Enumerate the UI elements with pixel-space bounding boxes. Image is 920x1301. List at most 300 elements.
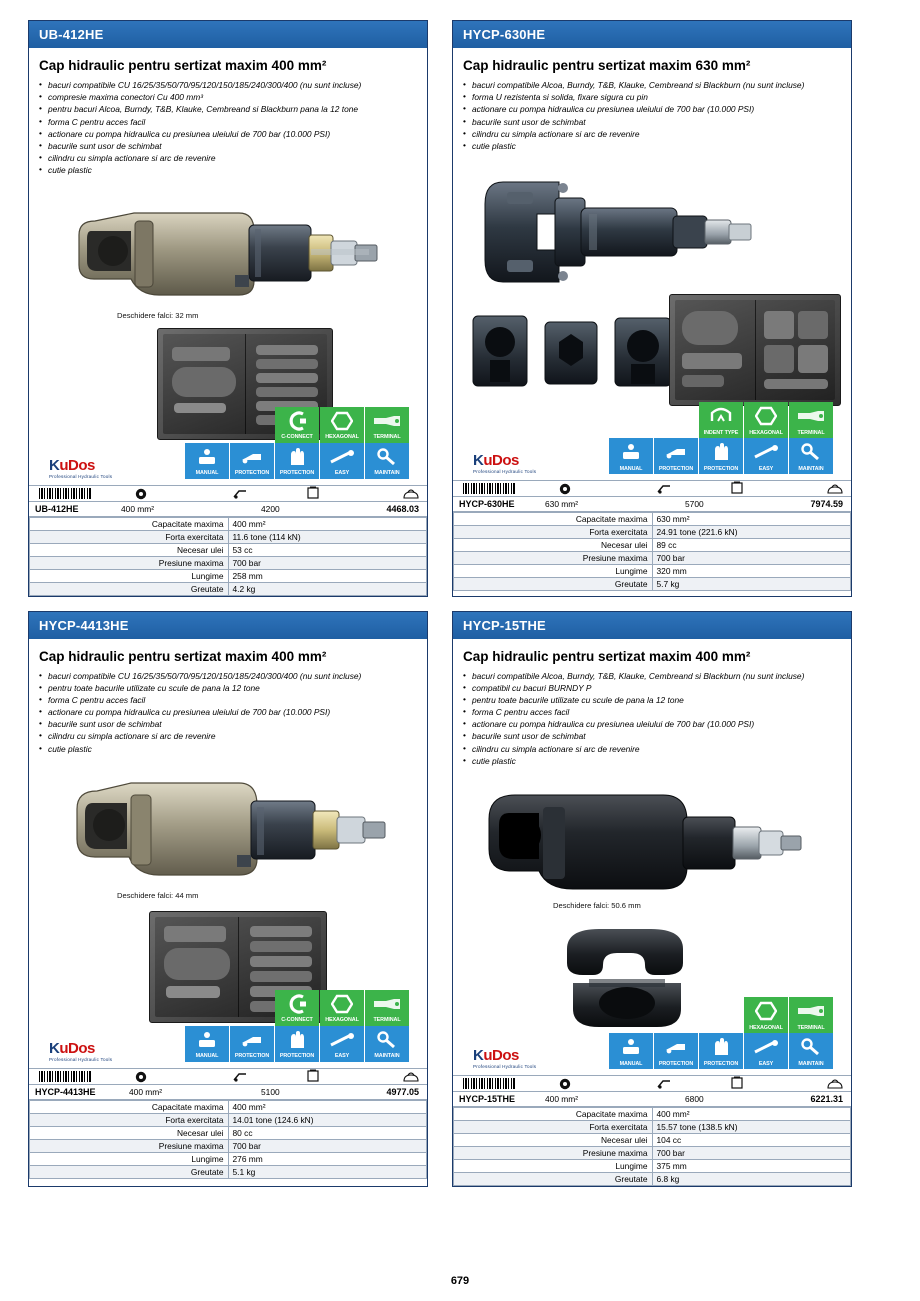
badge-maintain (365, 443, 409, 479)
list-item: • actionare cu pompa hidraulica cu presiunea uleiului de 700 bar (10.000 PSI) (463, 718, 841, 730)
spec-value: 700 bar (652, 552, 851, 565)
spec-label: Lungime (454, 1160, 653, 1173)
badge-hexagonal (320, 990, 364, 1026)
logo-rest: uDos (59, 456, 95, 474)
spec-value: 276 mm (228, 1152, 427, 1165)
product-body (453, 48, 851, 478)
table-row (454, 513, 851, 526)
list-item: • pentru bacuri Alcoa, Burndy, T&B, Klauke, Cembreand si Blackburn pana la 12 tone (39, 103, 417, 115)
badge-maintain (789, 438, 833, 474)
feature-badges (184, 407, 409, 479)
table-row (454, 552, 851, 565)
badge-label: C-CONNECT (281, 434, 313, 441)
spec-value: 53 cc (228, 543, 427, 556)
badge-label: HEXAGONAL (749, 1024, 783, 1031)
terminal-icon (789, 997, 833, 1026)
spec-table (29, 517, 427, 596)
badge-label: PROTECTION (658, 1060, 694, 1067)
order-code: UB-412HE (35, 503, 79, 514)
glove-icon (699, 438, 743, 467)
product-code-header: UB-412HE (29, 21, 427, 48)
badge-indent-type (699, 402, 743, 438)
table-row (454, 1108, 851, 1121)
box-icon (731, 481, 743, 499)
spec-label: Forta exercitata (30, 1113, 229, 1126)
badge-label: MAINTAIN (374, 470, 400, 477)
glove-icon (275, 443, 319, 472)
table-row (30, 1126, 427, 1139)
order-row (453, 480, 851, 497)
list-item: • bacurile sunt usor de schimbat (463, 116, 841, 128)
spec-label: Capacitate maxima (454, 513, 653, 526)
spec-value: 89 cc (652, 539, 851, 552)
product-code-header: HYCP-15THE (453, 612, 851, 639)
jaw-icon (657, 482, 671, 500)
table-row (454, 1147, 851, 1160)
product-image-area (463, 773, 841, 1073)
product-code-header: HYCP-4413HE (29, 612, 427, 639)
list-item: • cilindru cu simpla actionare si arc de revenire (39, 152, 417, 164)
spec-value: 400 mm² (652, 1108, 851, 1121)
weight-icon (825, 1077, 845, 1095)
spec-label: Presiune maxima (30, 1139, 229, 1152)
spec-value: 5.1 kg (228, 1165, 427, 1178)
kudos-logo (473, 453, 547, 474)
table-row (454, 1121, 851, 1134)
order-values (453, 497, 851, 512)
badge-easy (744, 438, 788, 474)
spec-label: Greutate (454, 578, 653, 591)
badge-easy (744, 1033, 788, 1069)
easy-icon (744, 1033, 788, 1062)
logo-rest: uDos (483, 1047, 519, 1064)
order-code: HYCP-630HE (459, 499, 515, 510)
spec-label: Greutate (454, 1173, 653, 1186)
badge-label: HEXAGONAL (749, 429, 783, 436)
table-row (30, 1139, 427, 1152)
order-values (29, 502, 427, 517)
badge-manual (185, 1026, 229, 1062)
order-price: 6221.31 (810, 1094, 843, 1104)
table-row (30, 582, 427, 595)
badge-manual (609, 438, 653, 474)
spec-table (453, 1107, 851, 1186)
table-row (30, 1100, 427, 1113)
badge-row-blue (184, 1026, 409, 1062)
hexagon-icon (744, 997, 788, 1026)
badge-manual (609, 1033, 653, 1069)
wrench-icon (365, 1026, 409, 1055)
badge-row-blue (608, 1033, 833, 1069)
glove-icon (275, 1026, 319, 1055)
protection-icon (654, 438, 698, 467)
badge-hexagonal (320, 407, 364, 443)
protection-icon (654, 1033, 698, 1062)
wrench-icon (365, 443, 409, 472)
page-number: 679 (450, 1275, 470, 1287)
badge-manual (185, 443, 229, 479)
order-values (453, 1092, 851, 1107)
barcode-icon (463, 1078, 515, 1089)
badge-protection-1 (230, 1026, 274, 1062)
badge-label: TERMINAL (797, 1024, 825, 1031)
feature-list (463, 79, 841, 152)
badge-hexagonal (744, 402, 788, 438)
badge-label: PROTECTION (279, 470, 315, 477)
weight-icon (401, 1070, 421, 1088)
badge-hexagonal (744, 997, 788, 1033)
wrench-icon (789, 1033, 833, 1062)
spec-value: 80 cc (228, 1126, 427, 1139)
spec-table (453, 512, 851, 591)
weight-icon (825, 482, 845, 500)
spec-label: Necesar ulei (30, 1126, 229, 1139)
box-icon (731, 1076, 743, 1094)
badge-label: EASY (758, 465, 774, 472)
list-item: • cilindru cu simpla actionare si arc de revenire (463, 743, 841, 755)
order-values (29, 1085, 427, 1100)
logo-k: K (49, 456, 60, 474)
order-row (29, 485, 427, 502)
indent-type-icon (699, 402, 743, 431)
logo-subtitle: Professional Hydraulic Tools (49, 473, 113, 479)
list-item: • cilindru cu simpla actionare si arc de revenire (463, 128, 841, 140)
badge-label: PROTECTION (658, 465, 694, 472)
list-item: • cutie plastic (463, 140, 841, 152)
badge-row-blue (608, 438, 833, 474)
glove-icon (699, 1033, 743, 1062)
feature-badges (608, 997, 833, 1069)
spec-value: 320 mm (652, 565, 851, 578)
product-code-header: HYCP-630HE (453, 21, 851, 48)
capacity-icon (559, 1077, 571, 1095)
logo-subtitle: Professional Hydraulic Tools (49, 1056, 113, 1062)
badge-label: INDENT TYPE (703, 429, 739, 436)
list-item: • cutie plastic (39, 164, 417, 176)
logo-text (49, 1041, 123, 1056)
order-row (453, 1075, 851, 1092)
feature-list (39, 670, 417, 755)
logo-rest: uDos (59, 1039, 95, 1057)
order-price: 7974.59 (810, 499, 843, 510)
order-code: HYCP-4413HE (35, 1086, 96, 1097)
list-item: • pentru toate bacurile utilizate cu scule de pana la 12 tone (463, 694, 841, 706)
spec-value: 630 mm² (652, 513, 851, 526)
easy-icon (320, 443, 364, 472)
manual-icon (609, 1033, 653, 1062)
badge-label: MAINTAIN (374, 1053, 400, 1060)
order-price: 4468.03 (386, 503, 419, 514)
spec-label: Greutate (30, 582, 229, 595)
logo-text (473, 453, 547, 468)
spec-value: 400 mm² (228, 1100, 427, 1113)
badge-label: PROTECTION (703, 1060, 739, 1067)
product-image-area (39, 761, 417, 1066)
spec-label: Necesar ulei (454, 1134, 653, 1147)
spec-label: Necesar ulei (454, 539, 653, 552)
jaw-icon (233, 487, 247, 505)
spec-label: Lungime (30, 1152, 229, 1165)
manual-icon (609, 438, 653, 467)
barcode-icon (463, 483, 515, 494)
badge-label: TERMINAL (797, 429, 825, 436)
badge-protection-1 (654, 1033, 698, 1069)
kudos-logo (473, 1048, 547, 1069)
product-body (453, 639, 851, 1074)
spec-value: 5.7 kg (652, 578, 851, 591)
badge-row-green (274, 990, 409, 1026)
spec-value: 11.6 tone (114 kN) (228, 530, 427, 543)
tool-case-image (669, 294, 841, 406)
hexagon-icon (320, 407, 364, 436)
order-price: 4977.05 (386, 1086, 419, 1097)
spec-value: 4.2 kg (228, 582, 427, 595)
order-box: 4200 (261, 503, 280, 514)
easy-icon (320, 1026, 364, 1055)
product-card-hycp-15the (452, 611, 852, 1188)
badge-terminal (365, 407, 409, 443)
list-item: • pentru toate bacurile utilizate cu scule de pana la 12 tone (39, 682, 417, 694)
list-item: • actionare cu pompa hidraulica cu presiunea uleiului de 700 bar (10.000 PSI) (463, 103, 841, 115)
terminal-icon (789, 402, 833, 431)
badge-label: MANUAL (619, 1060, 643, 1067)
badge-label: MAINTAIN (798, 465, 824, 472)
spec-label: Forta exercitata (30, 530, 229, 543)
spec-value: 15.57 tone (138.5 kN) (652, 1121, 851, 1134)
list-item: • bacuri compatibile Alcoa, Burndy, T&B, Klauke, Cembreand si Blackburn (nu sunt incluse) (463, 79, 841, 91)
list-item: • bacuri compatibile Alcoa, Burndy, T&B, Klauke, Cembreand si Blackburn (nu sunt incluse) (463, 670, 841, 682)
spec-label: Presiune maxima (454, 552, 653, 565)
product-title: Cap hidraulic pentru sertizat maxim 400 mm² (39, 648, 327, 664)
manual-icon (185, 443, 229, 472)
table-row (454, 539, 851, 552)
list-item: • bacuri compatibile CU 16/25/35/50/70/95/120/150/185/240/300/400 (nu sunt incluse) (39, 79, 417, 91)
spec-value: 700 bar (652, 1147, 851, 1160)
feature-list (463, 670, 841, 768)
feature-badges (184, 990, 409, 1062)
badge-maintain (365, 1026, 409, 1062)
table-row (454, 1160, 851, 1173)
badge-protection-2 (699, 1033, 743, 1069)
order-capacity: 400 mm² (129, 1086, 163, 1097)
product-card-ub-412he (28, 20, 428, 597)
product-grid (28, 20, 892, 1187)
table-row (30, 569, 427, 582)
spec-label: Capacitate maxima (30, 517, 229, 530)
table-row (30, 1113, 427, 1126)
table-row (454, 578, 851, 591)
weight-icon (401, 487, 421, 505)
order-row (29, 1068, 427, 1085)
badge-row-green (743, 997, 833, 1033)
badge-protection-1 (230, 443, 274, 479)
list-item: • bacurile sunt usor de schimbat (463, 730, 841, 742)
badge-label: EASY (334, 470, 350, 477)
logo-text (473, 1048, 547, 1063)
feature-list (39, 79, 417, 177)
spec-value: 14.01 tone (124.6 kN) (228, 1113, 427, 1126)
list-item: • forma C pentru acces facil (39, 694, 417, 706)
product-title: Cap hidraulic pentru sertizat maxim 400 mm² (39, 58, 327, 73)
spec-label: Capacitate maxima (454, 1108, 653, 1121)
kudos-logo (49, 1041, 123, 1062)
logo-subtitle: Professional Hydraulic Tools (473, 1064, 537, 1069)
spec-label: Lungime (454, 565, 653, 578)
badge-easy (320, 1026, 364, 1062)
jaw-icon (657, 1077, 671, 1095)
badge-terminal (365, 990, 409, 1026)
product-card-hycp-4413he (28, 611, 428, 1188)
hexagon-icon (744, 402, 788, 431)
spec-label: Presiune maxima (454, 1147, 653, 1160)
terminal-icon (365, 990, 409, 1019)
box-icon (307, 1069, 319, 1087)
logo-k: K (473, 452, 484, 470)
badge-label: MANUAL (195, 470, 219, 477)
table-row (30, 517, 427, 530)
badge-label: TERMINAL (373, 1017, 401, 1024)
product-body (29, 48, 427, 483)
list-item: • forma C pentru acces facil (39, 116, 417, 128)
kudos-logo (49, 458, 123, 479)
easy-icon (744, 438, 788, 467)
c-connect-icon (275, 990, 319, 1019)
table-row (454, 526, 851, 539)
hexagon-icon (320, 990, 364, 1019)
list-item: • forma U rezistenta si solida, fixare sigura cu pin (463, 91, 841, 103)
badge-row-blue (184, 443, 409, 479)
spec-value: 700 bar (228, 1139, 427, 1152)
barcode-icon (39, 1071, 91, 1082)
manual-icon (185, 1026, 229, 1055)
logo-k: K (473, 1047, 484, 1064)
badge-maintain (789, 1033, 833, 1069)
capacity-icon (559, 482, 571, 500)
spec-label: Greutate (30, 1165, 229, 1178)
table-row (30, 530, 427, 543)
list-item: • compresie maxima conectori Cu 400 mm³ (39, 91, 417, 103)
badge-label: HEXAGONAL (325, 434, 359, 441)
badge-label: PROTECTION (234, 470, 270, 477)
list-item: • cilindru cu simpla actionare si arc de revenire (39, 730, 417, 742)
spec-value: 258 mm (228, 569, 427, 582)
spec-value: 400 mm² (228, 517, 427, 530)
list-item: • bacurile sunt usor de schimbat (39, 718, 417, 730)
spec-value: 375 mm (652, 1160, 851, 1173)
product-image-area (39, 183, 417, 483)
order-capacity: 400 mm² (545, 1094, 579, 1104)
spec-value: 104 cc (652, 1134, 851, 1147)
table-row (30, 543, 427, 556)
badge-label: PROTECTION (703, 465, 739, 472)
spec-label: Presiune maxima (30, 556, 229, 569)
badge-protection-1 (654, 438, 698, 474)
badge-protection-2 (275, 1026, 319, 1062)
spec-label: Lungime (30, 569, 229, 582)
list-item: • actionare cu pompa hidraulica cu presiunea uleiului de 700 bar (10.000 PSI) (39, 706, 417, 718)
feature-badges (608, 402, 833, 474)
logo-subtitle: Professional Hydraulic Tools (473, 469, 537, 475)
product-image-area (463, 158, 841, 478)
list-item: • bacurile sunt usor de schimbat (39, 140, 417, 152)
product-body (29, 639, 427, 1066)
jaw-icon (233, 1070, 247, 1088)
table-row (454, 565, 851, 578)
table-row (30, 1152, 427, 1165)
badge-row-green (698, 402, 833, 438)
badge-label: MANUAL (619, 465, 643, 472)
order-capacity: 630 mm² (545, 499, 579, 510)
table-row (454, 1134, 851, 1147)
wrench-icon (789, 438, 833, 467)
spec-label: Necesar ulei (30, 543, 229, 556)
list-item: • bacuri compatibile CU 16/25/35/50/70/95/120/150/185/240/300/400 (nu sunt incluse) (39, 670, 417, 682)
badge-c-connect (275, 407, 319, 443)
badge-label: MANUAL (195, 1053, 219, 1060)
badge-terminal (789, 402, 833, 438)
badge-label: C-CONNECT (281, 1017, 313, 1024)
product-card-hycp-630he (452, 20, 852, 597)
badge-protection-2 (275, 443, 319, 479)
order-box: 6800 (685, 1094, 704, 1104)
spec-value: 6.8 kg (652, 1173, 851, 1186)
jaw-opening-caption: Deschidere falci: 44 mm (117, 890, 199, 900)
list-item: • cutie plastic (39, 743, 417, 755)
c-connect-icon (275, 407, 319, 436)
capacity-icon (135, 1070, 147, 1088)
table-row (30, 556, 427, 569)
jaw-opening-caption: Deschidere falci: 50.6 mm (553, 901, 641, 910)
order-code: HYCP-15THE (459, 1094, 516, 1104)
badge-row-green (274, 407, 409, 443)
badge-terminal (789, 997, 833, 1033)
spec-label: Forta exercitata (454, 526, 653, 539)
table-row (30, 1165, 427, 1178)
jaw-opening-caption: Deschidere falci: 32 mm (117, 310, 199, 320)
order-box: 5100 (261, 1086, 280, 1097)
order-box: 5700 (685, 499, 704, 510)
badge-label: EASY (334, 1053, 350, 1060)
list-item: • cutie plastic (463, 755, 841, 767)
terminal-icon (365, 407, 409, 436)
box-icon (307, 486, 319, 504)
barcode-icon (39, 488, 91, 499)
spec-value: 24.91 tone (221.6 kN) (652, 526, 851, 539)
product-title: Cap hidraulic pentru sertizat maxim 630 mm² (463, 58, 751, 73)
spec-value: 700 bar (228, 556, 427, 569)
spec-label: Capacitate maxima (30, 1100, 229, 1113)
table-row (454, 1173, 851, 1186)
order-capacity: 400 mm² (121, 503, 155, 514)
badge-label: HEXAGONAL (325, 1017, 359, 1024)
logo-k: K (49, 1039, 60, 1057)
badge-label: PROTECTION (234, 1053, 270, 1060)
list-item: • actionare cu pompa hidraulica cu presiunea uleiului de 700 bar (10.000 PSI) (39, 128, 417, 140)
product-title: Cap hidraulic pentru sertizat maxim 400 mm² (463, 648, 751, 664)
protection-icon (230, 1026, 274, 1055)
capacity-icon (135, 487, 147, 505)
list-item: • forma C pentru acces facil (463, 706, 841, 718)
list-item: • compatibil cu bacuri BURNDY P (463, 682, 841, 694)
badge-label: TERMINAL (373, 434, 401, 441)
badge-label: MAINTAIN (798, 1060, 824, 1067)
badge-c-connect (275, 990, 319, 1026)
badge-protection-2 (699, 438, 743, 474)
spec-table (29, 1100, 427, 1179)
logo-text (49, 458, 123, 473)
logo-rest: uDos (483, 452, 519, 470)
protection-icon (230, 443, 274, 472)
